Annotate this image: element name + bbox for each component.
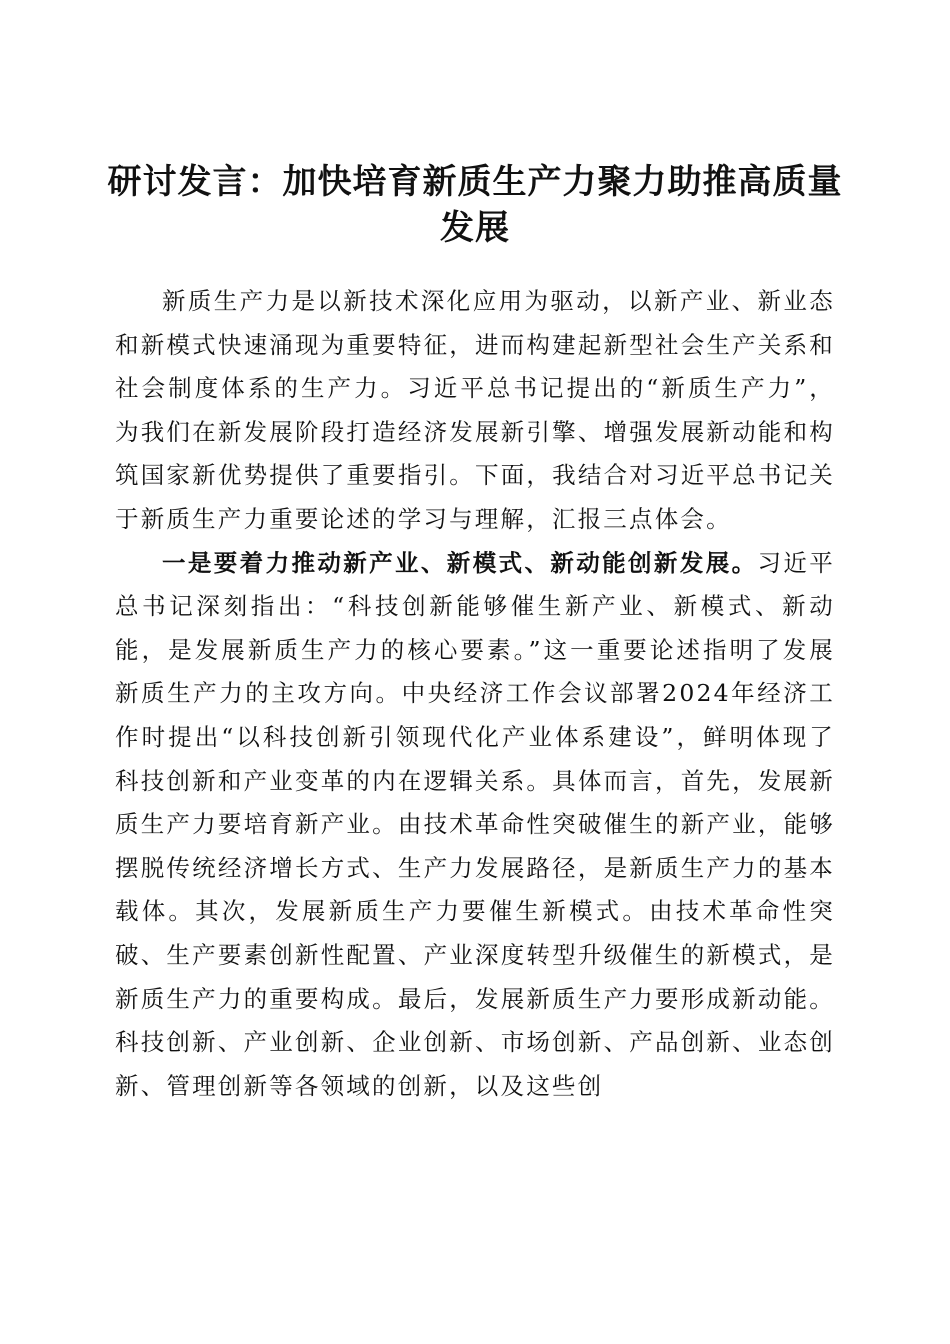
document-body [115,280,835,1108]
document-title: 研讨发言：加快培育新质生产力聚力助推高质量发展 [107,161,843,248]
paragraph-point-one-text: 习近平总书记深刻指出：“科技创新能够催生新产业、新模式、新动能，是发展新质生产力的核心要素。”这一重要论述指明了发展新质生产力的主攻方向。中央经济工作会议部署2024年经济工作时提出“以科技创新引领现代化产业体系建设”，鲜明体现了科技创新和产业变革的内在逻辑关系。具体而言，首先，发展新质生产力要培育新产业。由技术革命性突破催生的新产业，能够摆脱传统经济增长方式、生产力发展路径，是新质生产力的基本载体。其次，发展新质生产力要催生新模式。由技术革命性突破、生产要素创新性配置、产业深度转型升级催生的新模式，是新质生产力的重要构成。最后，发展新质生产力要形成新动能。科技创新、产业创新、企业创新、市场创新、产品创新、业态创新、管理创新等各领域的创新，以及这些创 [115,548,835,1100]
paragraph-intro-text: 新质生产力是以新技术深化应用为驱动，以新产业、新业态和新模式快速涌现为重要特征，进而构建起新型社会生产关系和社会制度体系的生产力。习近平总书记提出的“新质生产力”，为我们在新发展阶段打造经济发展新引擎、增强发展新动能和构筑国家新优势提供了重要指引。下面，我结合对习近平总书记关于新质生产力重要论述的学习与理解，汇报三点体会。 [115,287,835,533]
paragraph-intro [115,280,835,542]
paragraph-point-one-lead: 一是要着力推动新产业、新模式、新动能创新发展。 [162,548,758,577]
paragraph-point-one [115,542,835,1109]
